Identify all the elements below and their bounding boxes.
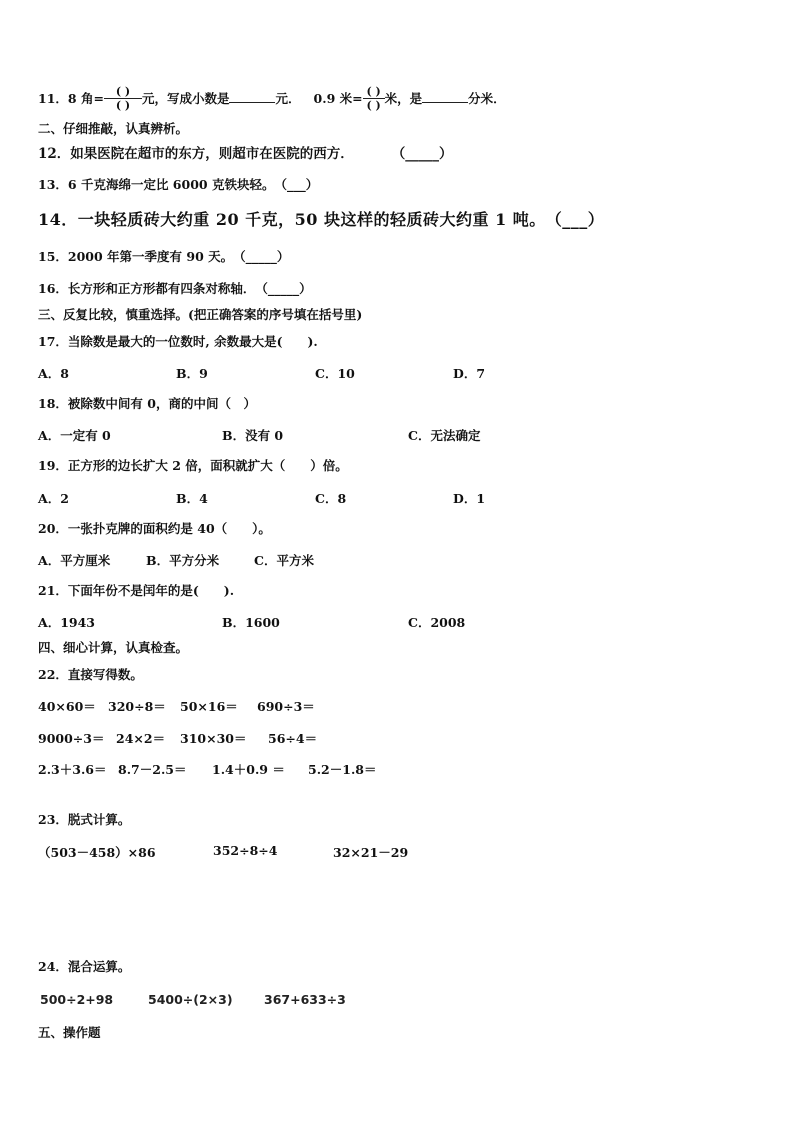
question-11: 11．8 角= $\frac{( )}{( )}$ 元，写成小数是 元． 0.9 米= $\frac{( )}{( )}$ 米，是 分米．	[38, 85, 506, 112]
q21-option-a[interactable]: A．1943	[38, 615, 95, 630]
section-2-heading: 二、仔细推敲，认真辨析。	[38, 121, 189, 136]
q17-option-d[interactable]: D．7	[453, 366, 486, 381]
section-3-heading: 三、反复比较，慎重选择。(把正确答案的序号填在括号里)	[38, 307, 363, 322]
question-12: 12．如果医院在超市的东方，则超市在医院的西方． （_____）	[38, 146, 453, 162]
calc-item: 690÷3＝	[257, 699, 315, 714]
q18-option-c[interactable]: C．无法确定	[408, 428, 481, 443]
q21-option-c[interactable]: C．2008	[408, 615, 466, 630]
q17-option-c[interactable]: C．10	[315, 366, 355, 381]
calc-item: 50×16＝	[180, 699, 238, 714]
q17-option-b[interactable]: B．9	[176, 366, 208, 381]
answer-paren[interactable]: （___）	[545, 210, 605, 229]
calc-item: 5400÷(2×3)	[148, 992, 233, 1007]
answer-paren[interactable]: （_____）	[255, 281, 312, 296]
q20-option-a[interactable]: A．平方厘米	[38, 553, 111, 568]
calc-item: 32×21－29	[333, 845, 409, 860]
fraction-1: $\frac{( )}{( )}$	[104, 85, 142, 112]
calc-item: 310×30＝	[180, 731, 247, 746]
question-13: 13．6 千克海绵一定比 6000 克铁块轻。（___）	[38, 177, 319, 192]
calc-item: 2.3＋3.6＝	[38, 762, 107, 777]
q19-option-d[interactable]: D．1	[453, 491, 486, 506]
question-18: 18．被除数中间有 0，商的中间（ ）	[38, 396, 256, 411]
calc-item: 1.4＋0.9 ＝	[212, 762, 285, 777]
q19-option-b[interactable]: B．4	[176, 491, 208, 506]
calc-item: 56÷4＝	[268, 731, 318, 746]
section-5-heading: 五、操作题	[38, 1025, 101, 1040]
question-14: 14．一块轻质砖大约重 20 千克，50 块这样的轻质砖大约重 1 吨。（___）	[38, 210, 605, 229]
answer-paren[interactable]: （___）	[274, 177, 319, 192]
calc-item: 367+633÷3	[264, 992, 346, 1007]
q19-option-c[interactable]: C．8	[315, 491, 347, 506]
question-16: 16．长方形和正方形都有四条对称轴．（_____）	[38, 281, 312, 296]
calc-item: 40×60＝	[38, 699, 96, 714]
question-19: 19．正方形的边长扩大 2 倍，面积就扩大（ ）倍。	[38, 458, 348, 473]
question-23: 23．脱式计算。	[38, 812, 131, 827]
calc-item: （503－458）×86	[38, 845, 156, 860]
q18-option-a[interactable]: A．一定有 0	[38, 428, 111, 443]
answer-blank[interactable]	[229, 89, 275, 103]
answer-blank[interactable]	[422, 89, 468, 103]
fraction-2: $\frac{( )}{( )}$	[363, 85, 385, 112]
question-15: 15．2000 年第一季度有 90 天。（_____）	[38, 249, 290, 264]
section-4-heading: 四、细心计算，认真检查。	[38, 640, 189, 655]
q20-option-c[interactable]: C．平方米	[254, 553, 314, 568]
question-21: 21．下面年份不是闰年的是( ).	[38, 583, 235, 598]
answer-paren[interactable]: （_____）	[233, 249, 290, 264]
calc-item: 24×2＝	[116, 731, 166, 746]
q21-option-b[interactable]: B．1600	[222, 615, 280, 630]
calc-item: 9000÷3＝	[38, 731, 105, 746]
calc-item: 500÷2+98	[40, 992, 114, 1007]
question-22: 22．直接写得数。	[38, 667, 143, 682]
q17-option-a[interactable]: A．8	[38, 366, 69, 381]
question-24: 24．混合运算。	[38, 959, 131, 974]
calc-item: 320÷8＝	[108, 699, 166, 714]
calc-item: 5.2－1.8＝	[308, 762, 377, 777]
calc-item: 8.7－2.5＝	[118, 762, 187, 777]
answer-paren[interactable]: （_____）	[391, 146, 453, 162]
calc-item: 352÷8÷4	[213, 843, 278, 858]
question-20: 20．一张扑克牌的面积约是 40（ ）。	[38, 521, 271, 536]
q18-option-b[interactable]: B．没有 0	[222, 428, 284, 443]
q20-option-b[interactable]: B．平方分米	[146, 553, 220, 568]
q11-number: 11．	[38, 91, 68, 106]
q19-option-a[interactable]: A．2	[38, 491, 69, 506]
question-17: 17．当除数是最大的一位数时, 余数最大是( ).	[38, 334, 318, 349]
